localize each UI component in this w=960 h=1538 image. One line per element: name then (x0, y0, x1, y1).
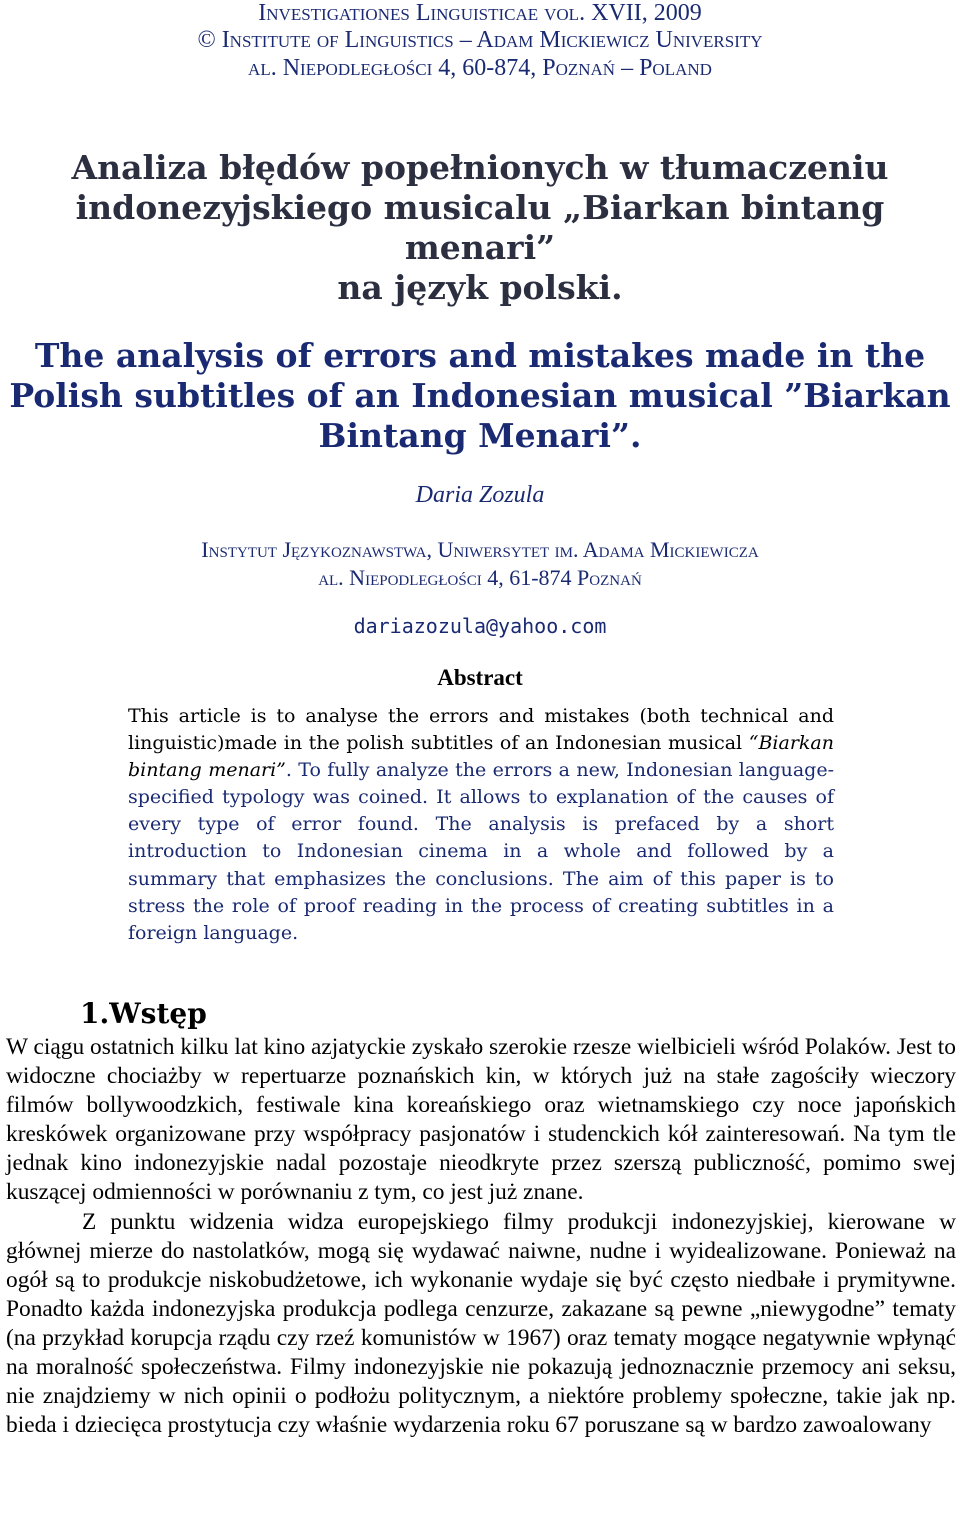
title-polish-line: na język polski. (337, 268, 623, 307)
title-english-line: Bintang Menari”. (318, 416, 642, 455)
body-paragraph: Z punktu widzenia widza europejskiego filmy produkcji indonezyjskiej, kierowane w głównej mierze do nastolatków, mogą się wydawać naiwne, nudne i wyidealizowane. Ponieważ na ogół są to produkcje niskobudżetowe, ich wykonanie wydaje się być często niedbałe i prymitywne. Ponadto każda indonezyjska produkcja podlega cenzurze, zakazane są pewne „niewygodne” tematy (na przykład korupcja rządu czy rzeź komunistów w 1967) oraz tematy mogące negatywnie wpłynąć na moralność społeczeństwa. Filmy indonezyjskie nie pokazują jednoznacznie przemocy ani seksu, nie znajdziemy w nich opinii o podłożu politycznym, a niektóre problemy społeczne, takie jak np. bieda i dziecięca prostytucja czy właśnie wydarzenia roku 67 poruszane są w bardzo zawoalowany (6, 1208, 956, 1439)
title-polish (0, 148, 960, 308)
section-heading: 1.Wstęp (80, 997, 207, 1030)
title-english (0, 336, 960, 456)
section-body (6, 1033, 956, 1440)
journal-address-line: al. Niepodległości 4, 60-874, Poznań – Poland (248, 55, 712, 81)
abstract-text (128, 703, 834, 947)
title-polish-line: indonezyjskiego musicalu „Biarkan bintang menari” (75, 188, 885, 267)
author-name: Daria Zozula (415, 482, 545, 508)
body-paragraph: W ciągu ostatnich kilku lat kino azjatyckie zyskało szerokie rzesze wielbicieli wśród Polaków. Jest to widoczne chociażby w repertuarze poznańskich kin, w których już na stałe zagościły wieczory filmów bollywoodzkich, festiwale kina koreańskiego oraz wietnamskiego czy noce japońskich kreskówek organizowane przy współpracy pasjonatów i studenckich kół zainteresowań. Na tym tle jednak kino indonezyjskie nadal pozostaje nieodkryte przez szerszą publiczność, pomimo swej kuszącej odmienności w porównaniu z tym, co jest już znane. (6, 1034, 956, 1206)
journal-copyright-line: © Institute of Linguistics – Adam Mickiewicz University (197, 27, 763, 53)
author-email: dariazozula@yahoo.com (353, 614, 607, 638)
abstract-text-part: . To fully analyze the errors a new, Indonesian language-specified typology was coined. It allows to explanation of the causes of every type of error found. The analysis is prefaced by a short introduction to Indonesian cinema in a whole and followed by a summary that emphasizes the conclusions. The aim of this paper is to stress the role of proof reading in the process of creating subtitles in a foreign language. (128, 759, 834, 944)
abstract-heading: Abstract (437, 665, 523, 690)
title-polish-line: Analiza błędów popełnionych w tłumaczeniu (71, 148, 889, 187)
abstract-film-title: “Biarkan bintang menari” (128, 732, 834, 782)
author-address: al. Niepodległości 4, 61-874 Poznań (318, 565, 642, 590)
title-english-line: Polish subtitles of an Indonesian musical ”Biarkan (9, 376, 951, 415)
title-english-line: The analysis of errors and mistakes made in the (34, 336, 926, 375)
author-affiliation: Instytut Językoznawstwa, Uniwersytet im. Adama Mickiewicza (201, 537, 759, 562)
journal-header-line: Investigationes Linguisticae vol. XVII, 2009 (258, 0, 702, 26)
abstract-text-part: This article is to analyse the errors and mistakes (both technical and linguistic)made in the polish subtitles of an Indonesian musical (128, 705, 834, 755)
